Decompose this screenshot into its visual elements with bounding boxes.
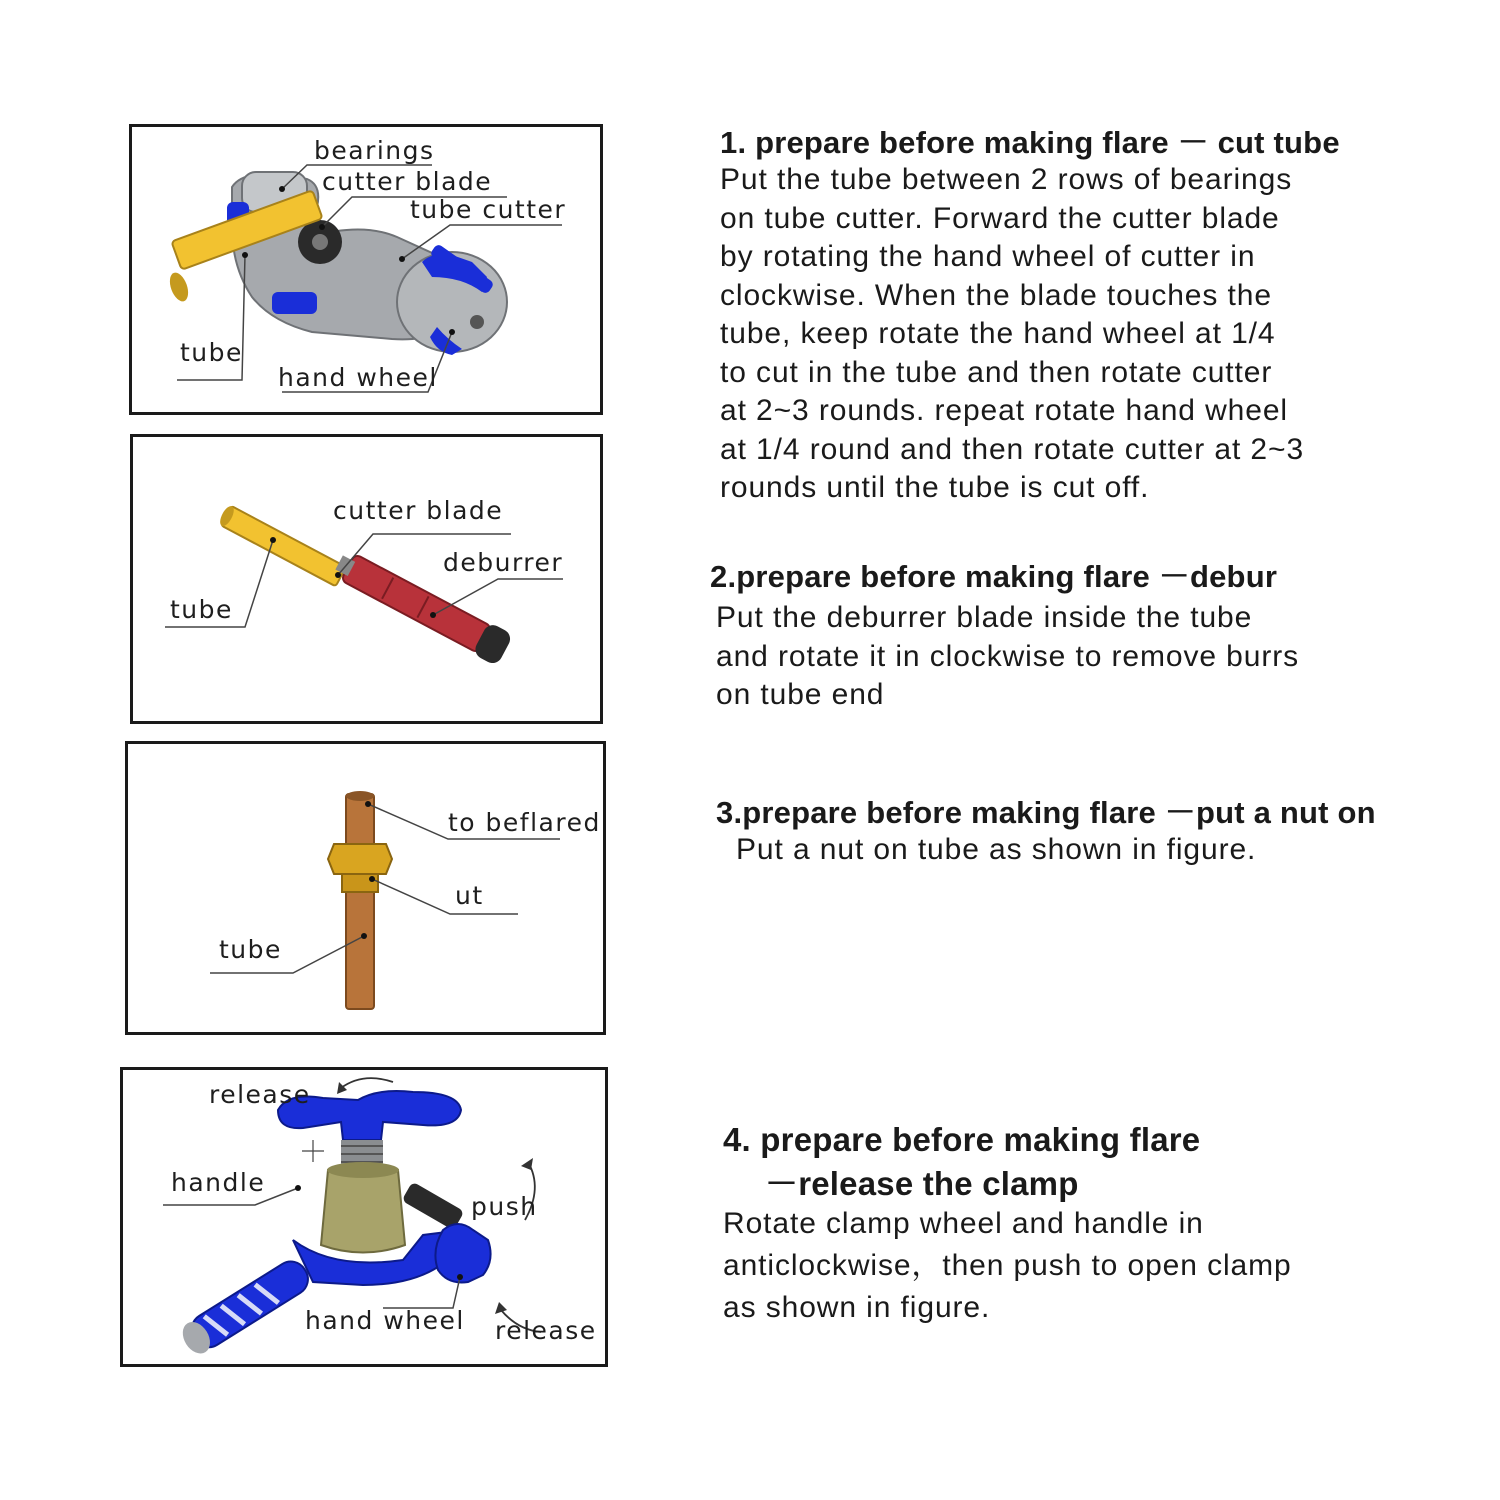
label-tube: tube bbox=[180, 338, 243, 367]
step-3-body bbox=[716, 831, 1376, 870]
label-tube: tube bbox=[219, 935, 282, 964]
step-2-line: on tube end bbox=[716, 678, 885, 712]
panel-nut-on-tube bbox=[125, 741, 606, 1035]
step-3-line: Put a nut on tube as shown in figure. bbox=[736, 833, 1257, 867]
step-4-line: as shown in figure. bbox=[723, 1291, 991, 1325]
step-4 bbox=[723, 1120, 1292, 1329]
label-release-top: release bbox=[209, 1080, 311, 1109]
step-1 bbox=[720, 124, 1340, 508]
label-push: push bbox=[471, 1192, 538, 1221]
step-1-line: on tube cutter. Forward the cutter blade bbox=[720, 201, 1280, 235]
label-tube: tube bbox=[170, 595, 233, 624]
panel-tube-cutter bbox=[129, 124, 603, 415]
label-bearings: bearings bbox=[314, 136, 435, 165]
step-1-line: clockwise. When the blade touches the bbox=[720, 278, 1272, 312]
step-1-line: to cut in the tube and then rotate cutter bbox=[720, 355, 1273, 389]
label-ut: ut bbox=[455, 881, 484, 910]
step-1-line: by rotating the hand wheel of cutter in bbox=[720, 240, 1256, 274]
step-1-line: rounds until the tube is cut off. bbox=[720, 471, 1150, 505]
step-2-line: and rotate it in clockwise to remove burrs bbox=[716, 639, 1300, 673]
panel-flaring-tool bbox=[120, 1067, 608, 1367]
label-release-bottom: release bbox=[495, 1316, 597, 1345]
label-cutter-blade: cutter blade bbox=[333, 496, 504, 525]
step-2-body bbox=[710, 599, 1299, 715]
step-2-line: Put the deburrer blade inside the tube bbox=[716, 601, 1253, 635]
step-3-title: 3.prepare before making flare －put a nut on bbox=[716, 795, 1376, 830]
label-cutter-blade: cutter blade bbox=[322, 167, 493, 196]
panel-deburrer bbox=[130, 434, 603, 724]
step-1-line: at 2~3 rounds. repeat rotate hand wheel bbox=[720, 394, 1288, 428]
step-1-body bbox=[720, 161, 1340, 508]
step-1-line: at 1/4 round and then rotate cutter at 2~3 bbox=[720, 432, 1305, 466]
step-4-body bbox=[723, 1203, 1292, 1329]
step-1-line: tube, keep rotate the hand wheel at 1/4 bbox=[720, 317, 1276, 351]
step-4-subtitle: －release the clamp bbox=[765, 1164, 1079, 1202]
step-4-title: 4. prepare before making flare bbox=[723, 1121, 1201, 1158]
label-tube-cutter: tube cutter bbox=[410, 195, 567, 224]
step-4-line: Rotate clamp wheel and handle in bbox=[723, 1207, 1204, 1241]
label-deburrer: deburrer bbox=[443, 548, 564, 577]
label-handle: handle bbox=[171, 1168, 266, 1197]
label-to-beflared: to beflared bbox=[448, 808, 601, 837]
step-2 bbox=[710, 558, 1299, 715]
nut-on-tube-illustration bbox=[128, 744, 606, 1035]
deburrer-illustration bbox=[133, 437, 603, 724]
step-3 bbox=[716, 794, 1376, 870]
step-1-title: 1. prepare before making flare － cut tube bbox=[720, 125, 1340, 160]
step-4-line: anticlockwise，then push to open clamp bbox=[723, 1249, 1292, 1283]
label-hand-wheel: hand wheel bbox=[278, 363, 438, 392]
label-hand-wheel: hand wheel bbox=[305, 1306, 465, 1335]
step-1-line: Put the tube between 2 rows of bearings bbox=[720, 163, 1293, 197]
step-2-title: 2.prepare before making flare －debur bbox=[710, 559, 1278, 594]
